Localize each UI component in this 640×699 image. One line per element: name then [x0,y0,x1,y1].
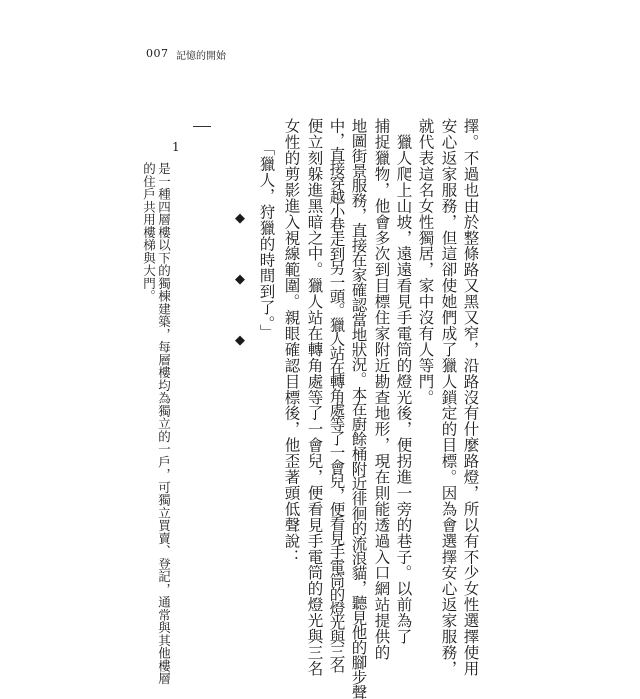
text-column: 捕捉獵物，他會多次到目標住家附近勘查地形，現在則能透過入口網站提供的 [372,118,391,661]
footnote-rule [193,126,211,127]
text-column: 擇。不過也由於整條路又黑又窄，沿路沒有什麼路燈，所以有不少女性選擇使用 [461,118,480,677]
footnote-number: 1 [172,140,180,154]
text-column: 地圖街景服務，直接在家確認當地狀況。本在廚餘桶附近徘徊的流浪貓，聽見他的腳步聲 [349,118,368,699]
text-column: 女性的剪影進入視線範圍。親眼確認目標後，他歪著頭低聲說： [282,118,301,565]
text-column: 安心返家服務，但這卻使她們成了獵人鎖定的目標。因為會選擇安心返家服務， [439,118,458,677]
running-head: 記憶的開始 [176,51,226,62]
text-column: 便立刻躲進黑暗之中。獵人站在轉角處等了一會兒，便看見手電筒的燈光與三名 [305,118,324,677]
footnote-text: 的住戶共用樓梯與大門。 [141,162,157,303]
text-column: 就代表這名女性獨居，家中沒有人等門。 [416,118,435,406]
page-number: 007 [146,47,169,60]
quote-column: 「獵人，狩獵的時間到了。」 [257,140,276,340]
break-diamond: ◆ [235,333,245,348]
text-column: 中，直接穿越小巷走到另一頭。獵人站在轉角處等了一會兒，便看見手電筒的燈光與三名 [327,118,346,672]
break-diamond: ◆ [235,272,245,287]
footnote-text: 是一種四層樓以下的獨棟建築，每層樓均為獨立的一戶，可獨立買賣、登記，通常與其他樓層 [156,162,172,685]
text-column: 獵人爬上山坡，遠遠看見手電筒的燈光後，便拐進一旁的巷子。以前為了 [394,118,413,645]
break-diamond: ◆ [235,211,245,226]
